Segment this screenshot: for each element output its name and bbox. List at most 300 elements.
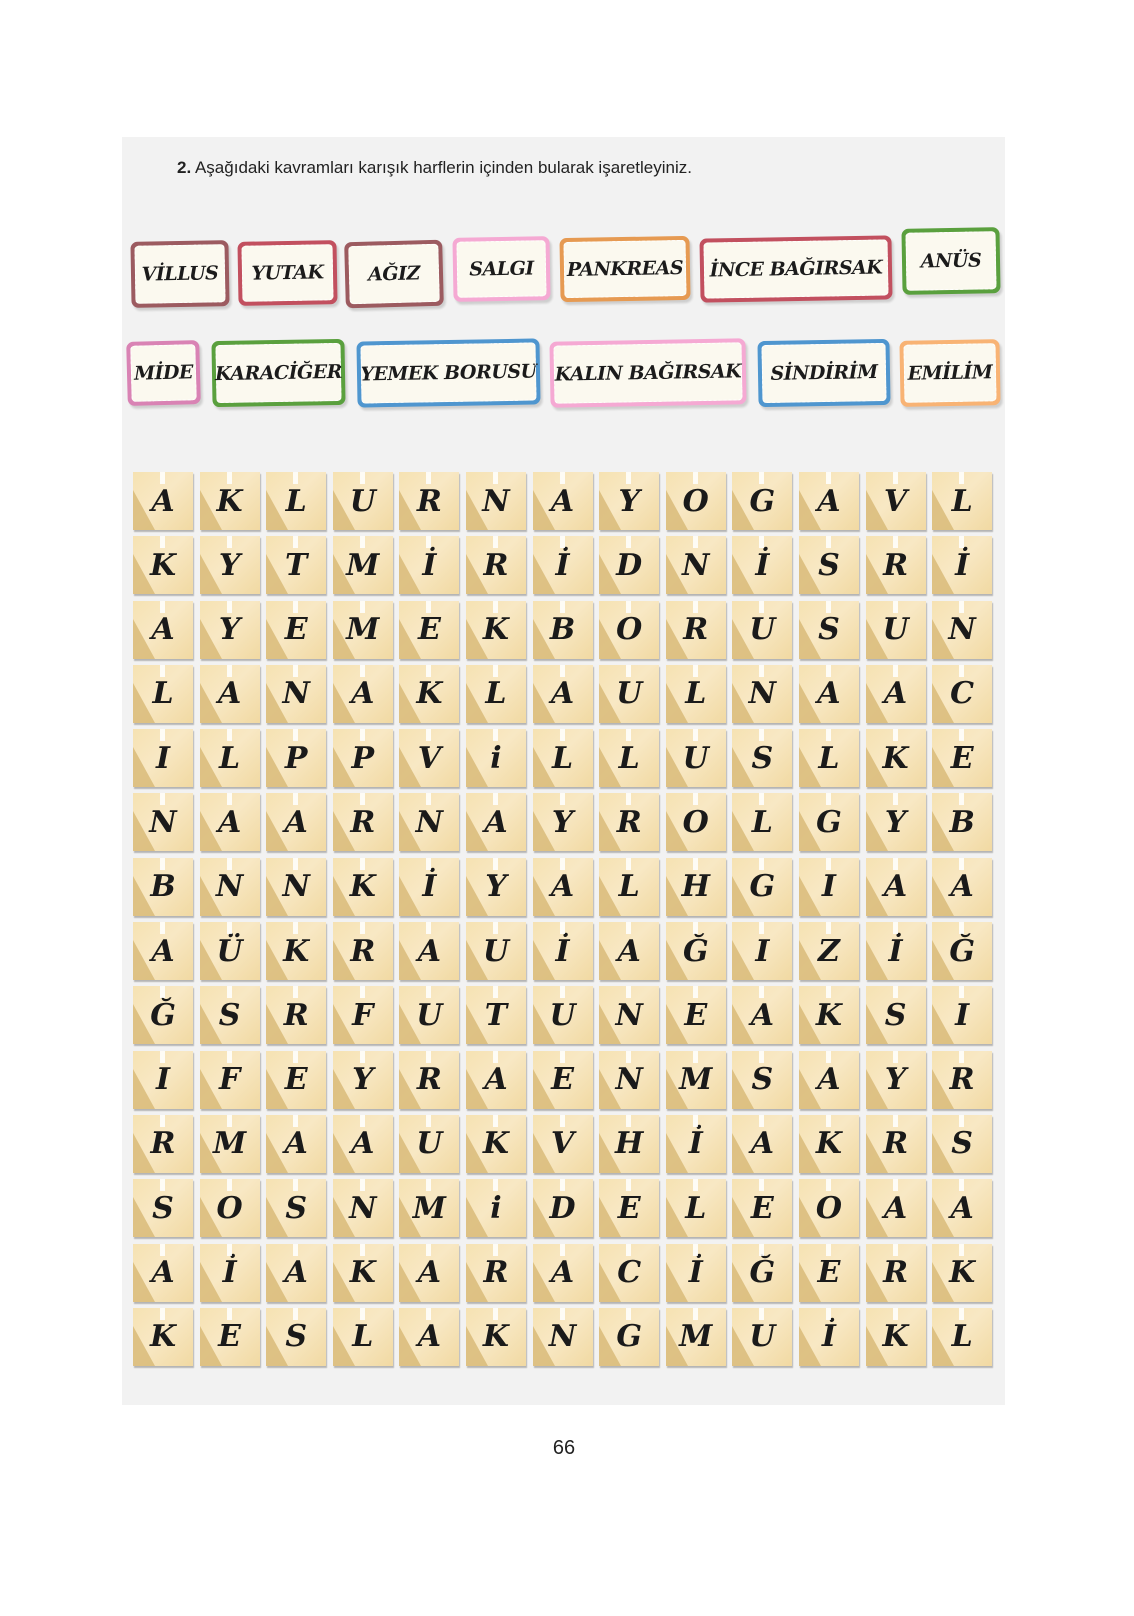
letter: R (483, 547, 509, 583)
letter: I (155, 1062, 171, 1098)
word-label: ANÜS (920, 249, 982, 273)
letter: V (550, 1126, 575, 1162)
letter-tile[interactable] (932, 665, 992, 723)
letter-tile[interactable] (533, 665, 593, 723)
letter-tile[interactable] (133, 1244, 193, 1302)
letter: N (682, 547, 710, 583)
letter-tile[interactable] (133, 1179, 193, 1237)
word-label: SİNDİRİM (770, 361, 878, 385)
letter-tile[interactable] (599, 1244, 659, 1302)
letter: L (618, 869, 640, 905)
letter-tile[interactable] (533, 601, 593, 659)
letter-tile[interactable] (799, 601, 859, 659)
word-tag (237, 240, 337, 306)
letter-tile[interactable] (533, 1051, 593, 1109)
letter: E (218, 1319, 242, 1355)
letter-tile[interactable] (133, 665, 193, 723)
letter-tile[interactable] (799, 858, 859, 916)
letter: A (351, 1126, 375, 1162)
letter-tile[interactable] (932, 793, 992, 851)
letter-tile[interactable] (866, 536, 926, 594)
letter-tile[interactable] (599, 1115, 659, 1173)
letter-tile[interactable] (932, 472, 992, 530)
letter-tile[interactable] (599, 601, 659, 659)
letter: U (682, 740, 709, 776)
word-label: KALIN BAĞIRSAK (554, 360, 742, 386)
letter: H (614, 1126, 644, 1162)
letter-tile[interactable] (799, 1179, 859, 1237)
letter-tile[interactable] (266, 858, 326, 916)
letter: A (817, 483, 841, 519)
letter-tile[interactable] (599, 665, 659, 723)
word-label: AĞIZ (367, 262, 421, 286)
letter: A (950, 1190, 974, 1226)
letter-tile[interactable] (200, 1244, 260, 1302)
letter: F (218, 1062, 241, 1098)
letter-tile[interactable] (333, 1308, 393, 1366)
letter-tile[interactable] (200, 1115, 260, 1173)
letter-tile[interactable] (266, 1115, 326, 1173)
letter: O (815, 1190, 842, 1226)
letter: S (951, 1126, 973, 1162)
letter-tile[interactable] (466, 793, 526, 851)
word-tag (130, 240, 229, 308)
letter-tile[interactable] (732, 793, 792, 851)
letter-tile[interactable] (266, 1308, 326, 1366)
letter-tile[interactable] (333, 601, 393, 659)
letter-tile[interactable] (666, 536, 726, 594)
letter-tile[interactable] (333, 665, 393, 723)
letter-tile[interactable] (866, 1244, 926, 1302)
letter-tile[interactable] (466, 986, 526, 1044)
letter-tile[interactable] (466, 536, 526, 594)
letter: S (152, 1190, 174, 1226)
letter-tile[interactable] (466, 1179, 526, 1237)
letter: E (284, 612, 308, 648)
letter: A (417, 933, 442, 969)
letter-tile[interactable] (333, 472, 393, 530)
letter: Y (618, 483, 640, 519)
letter-tile[interactable] (133, 729, 193, 787)
letter-tile[interactable] (266, 1244, 326, 1302)
word-tag-inner (704, 239, 889, 298)
letter-tile[interactable] (466, 1115, 526, 1173)
letter: A (750, 997, 774, 1033)
letter-tile[interactable] (666, 472, 726, 530)
letter-tile[interactable] (533, 1244, 593, 1302)
word-label: MİDE (133, 361, 194, 385)
letter-tile[interactable] (666, 1051, 726, 1109)
letter: M (679, 1319, 713, 1355)
letter-tile[interactable] (599, 986, 659, 1044)
letter-tile[interactable] (799, 922, 859, 980)
letter-tile[interactable] (533, 472, 593, 530)
letter-tile[interactable] (533, 986, 593, 1044)
letter: O (682, 483, 709, 519)
letter-tile[interactable] (333, 536, 393, 594)
letter-tile[interactable] (866, 665, 926, 723)
letter-tile[interactable] (799, 793, 859, 851)
letter: E (950, 740, 974, 776)
letter-tile[interactable] (732, 536, 792, 594)
letter: N (948, 612, 976, 648)
letter: S (751, 740, 774, 776)
letter: A (284, 1255, 308, 1291)
letter: Ğ (150, 997, 176, 1033)
letter-tile[interactable] (866, 1115, 926, 1173)
letter-tile[interactable] (799, 536, 859, 594)
letter-tile[interactable] (200, 1308, 260, 1366)
letter-tile[interactable] (599, 922, 659, 980)
word-label: YEMEK BORUSU (360, 360, 537, 386)
letter: L (152, 676, 174, 712)
letter: R (283, 997, 309, 1033)
letter-tile[interactable] (799, 729, 859, 787)
letter-tile[interactable] (533, 1179, 593, 1237)
letter-tile[interactable] (333, 1115, 393, 1173)
letter: K (149, 1319, 177, 1355)
letter: S (818, 547, 840, 583)
letter: S (285, 1190, 308, 1226)
letter: L (685, 676, 707, 712)
letter-tile[interactable] (466, 1244, 526, 1302)
letter: N (548, 1319, 577, 1355)
letter: C (617, 1255, 642, 1291)
letter: B (549, 612, 576, 648)
letter-tile[interactable] (266, 986, 326, 1044)
letter-tile[interactable] (200, 536, 260, 594)
letter: E (284, 1062, 308, 1098)
letter-tile[interactable] (333, 858, 393, 916)
letter: I (155, 740, 171, 776)
letter: i (490, 740, 502, 776)
letter-tile[interactable] (466, 729, 526, 787)
letter-tile[interactable] (866, 1308, 926, 1366)
letter-tile[interactable] (732, 922, 792, 980)
letter-tile[interactable] (399, 601, 459, 659)
letter-tile[interactable] (533, 858, 593, 916)
letter-tile[interactable] (466, 858, 526, 916)
letter: K (882, 740, 909, 776)
letter-tile[interactable] (866, 601, 926, 659)
letter-tile[interactable] (399, 729, 459, 787)
letter-tile[interactable] (866, 793, 926, 851)
letter-tile[interactable] (200, 858, 260, 916)
letter-tile[interactable] (399, 922, 459, 980)
letter-tile[interactable] (599, 472, 659, 530)
letter-tile[interactable] (133, 858, 193, 916)
letter: G (749, 869, 776, 905)
letter-tile[interactable] (599, 1051, 659, 1109)
letter-tile[interactable] (266, 922, 326, 980)
letter-tile[interactable] (399, 986, 459, 1044)
letter: İ (422, 547, 437, 583)
letter-tile[interactable] (133, 793, 193, 851)
letter: A (817, 1062, 841, 1098)
letter-tile[interactable] (732, 986, 792, 1044)
letter-tile[interactable] (732, 1308, 792, 1366)
letter-tile[interactable] (399, 472, 459, 530)
word-label: SALGI (469, 257, 534, 281)
letter-tile[interactable] (732, 665, 792, 723)
letter-tile[interactable] (932, 922, 992, 980)
letter-tile[interactable] (399, 1244, 459, 1302)
letter-tile[interactable] (200, 1179, 260, 1237)
letter-tile[interactable] (533, 536, 593, 594)
letter-tile[interactable] (732, 858, 792, 916)
letter: K (349, 869, 376, 905)
letter-tile[interactable] (866, 1051, 926, 1109)
letter-tile[interactable] (932, 1115, 992, 1173)
letter-tile[interactable] (866, 729, 926, 787)
letter: A (883, 869, 908, 905)
letter-tile[interactable] (266, 1179, 326, 1237)
word-tag-inner (906, 231, 997, 291)
letter: L (951, 483, 973, 519)
letter-tile[interactable] (932, 536, 992, 594)
letter: N (215, 869, 244, 905)
letter-tile[interactable] (333, 1051, 393, 1109)
letter: D (616, 547, 643, 583)
letter: İ (422, 869, 437, 905)
letter-tile[interactable] (599, 1308, 659, 1366)
letter-tile[interactable] (799, 1308, 859, 1366)
letter: U (549, 997, 576, 1033)
letter-tile[interactable] (200, 793, 260, 851)
letter-tile[interactable] (266, 601, 326, 659)
letter-tile[interactable] (732, 472, 792, 530)
letter: F (352, 997, 374, 1033)
letter-tile[interactable] (732, 1244, 792, 1302)
letter-tile[interactable] (266, 472, 326, 530)
letter-tile[interactable] (799, 472, 859, 530)
letter-tile[interactable] (133, 1051, 193, 1109)
letter-tile[interactable] (732, 1115, 792, 1173)
letter-tile[interactable] (732, 1179, 792, 1237)
letter-tile[interactable] (932, 858, 992, 916)
letter: O (682, 804, 709, 840)
letter: O (216, 1190, 243, 1226)
letter-tile[interactable] (133, 922, 193, 980)
letter-tile[interactable] (533, 729, 593, 787)
letter-tile[interactable] (533, 922, 593, 980)
letter-tile[interactable] (799, 1115, 859, 1173)
letter-tile[interactable] (333, 1179, 393, 1237)
letter: M (679, 1062, 713, 1098)
letter-tile[interactable] (666, 858, 726, 916)
letter-tile[interactable] (133, 1308, 193, 1366)
word-label: VİLLUS (141, 262, 219, 286)
letter-tile[interactable] (599, 793, 659, 851)
word-label: İNCE BAĞIRSAK (709, 256, 883, 282)
instruction-text: Aşağıdaki kavramları karışık harflerin içinden bularak işaretleyiniz. (191, 158, 692, 177)
letter-tile[interactable] (599, 536, 659, 594)
letter-tile[interactable] (200, 986, 260, 1044)
word-tag (901, 227, 1000, 295)
letter: K (216, 483, 243, 519)
letter: S (285, 1319, 308, 1355)
word-tag-inner (762, 343, 887, 403)
letter: A (151, 933, 175, 969)
letter-tile[interactable] (466, 1051, 526, 1109)
letter-tile[interactable] (333, 986, 393, 1044)
letter-tile[interactable] (666, 922, 726, 980)
letter-tile[interactable] (732, 601, 792, 659)
letter-tile[interactable] (399, 665, 459, 723)
letter-tile[interactable] (666, 1308, 726, 1366)
letter-tile[interactable] (666, 1115, 726, 1173)
letter: Y (218, 612, 241, 648)
letter-tile[interactable] (666, 665, 726, 723)
letter-tile[interactable] (533, 1115, 593, 1173)
letter-tile[interactable] (932, 601, 992, 659)
letter: A (550, 869, 575, 905)
letter-tile[interactable] (200, 601, 260, 659)
letter-tile[interactable] (799, 1051, 859, 1109)
letter: R (883, 547, 908, 583)
letter: A (484, 1062, 508, 1098)
letter-tile[interactable] (866, 922, 926, 980)
letter: K (815, 997, 842, 1033)
letter-tile[interactable] (266, 793, 326, 851)
letter: N (615, 997, 643, 1033)
letter-tile[interactable] (200, 729, 260, 787)
letter-tile[interactable] (133, 986, 193, 1044)
letter-tile[interactable] (399, 858, 459, 916)
letter-tile[interactable] (666, 1244, 726, 1302)
letter-tile[interactable] (666, 1179, 726, 1237)
letter-tile[interactable] (200, 472, 260, 530)
letter: L (285, 483, 307, 519)
letter: A (284, 804, 308, 840)
letter: C (950, 676, 975, 712)
letter: İ (955, 547, 970, 583)
letter-tile[interactable] (599, 729, 659, 787)
letter-tile[interactable] (466, 601, 526, 659)
letter: R (350, 933, 376, 969)
letter-tile[interactable] (732, 1051, 792, 1109)
letter-tile[interactable] (799, 665, 859, 723)
letter-tile[interactable] (266, 665, 326, 723)
letter-tile[interactable] (932, 1244, 992, 1302)
letter-tile[interactable] (932, 1179, 992, 1237)
letter: İ (555, 933, 570, 969)
letter: A (550, 676, 575, 712)
letter-tile[interactable] (133, 472, 193, 530)
letter: S (818, 612, 840, 648)
word-label: PANKREAS (566, 256, 684, 282)
letter: A (484, 804, 508, 840)
letter: U (749, 612, 776, 648)
letter-tile[interactable] (333, 729, 393, 787)
letter-tile[interactable] (333, 1244, 393, 1302)
letter-tile[interactable] (200, 665, 260, 723)
letter-tile[interactable] (799, 1244, 859, 1302)
letter: B (949, 804, 975, 840)
letter-tile[interactable] (666, 601, 726, 659)
letter-tile[interactable] (866, 1179, 926, 1237)
letter-tile[interactable] (333, 922, 393, 980)
letter: L (552, 740, 574, 776)
letter: A (151, 1255, 175, 1291)
letter-tile[interactable] (866, 986, 926, 1044)
letter-tile[interactable] (666, 793, 726, 851)
letter-tile[interactable] (266, 729, 326, 787)
letter-tile[interactable] (399, 536, 459, 594)
letter-tile[interactable] (866, 858, 926, 916)
letter-tile[interactable] (932, 1051, 992, 1109)
letter: U (416, 1126, 443, 1162)
letter-tile[interactable] (266, 1051, 326, 1109)
letter-tile[interactable] (399, 1051, 459, 1109)
letter-tile[interactable] (200, 1051, 260, 1109)
letter: L (352, 1319, 374, 1355)
letter: B (150, 869, 176, 905)
letter: R (683, 612, 709, 648)
letter-tile[interactable] (533, 1308, 593, 1366)
letter-tile[interactable] (466, 665, 526, 723)
letter: İ (222, 1255, 237, 1291)
letter-tile[interactable] (200, 922, 260, 980)
letter-tile[interactable] (799, 986, 859, 1044)
word-tag (126, 340, 201, 406)
letter-tile[interactable] (133, 1115, 193, 1173)
letter-tile[interactable] (932, 986, 992, 1044)
letter: N (482, 483, 510, 519)
letter-tile[interactable] (133, 536, 193, 594)
letter-tile[interactable] (399, 1308, 459, 1366)
letter-tile[interactable] (666, 729, 726, 787)
letter: K (815, 1126, 842, 1162)
letter-tile[interactable] (133, 601, 193, 659)
letter: P (351, 740, 375, 776)
letter-tile[interactable] (333, 793, 393, 851)
letter: U (349, 483, 376, 519)
letter-tile[interactable] (466, 922, 526, 980)
word-label: KARACİĞER (214, 360, 343, 386)
word-tag (344, 240, 444, 309)
letter-tile[interactable] (466, 1308, 526, 1366)
letter-tile[interactable] (599, 1179, 659, 1237)
letter: i (490, 1190, 502, 1226)
word-tag (452, 236, 550, 302)
letter: A (217, 804, 242, 840)
letter: A (950, 869, 974, 905)
letter-tile[interactable] (399, 793, 459, 851)
letter-tile[interactable] (399, 1179, 459, 1237)
letter-tile[interactable] (732, 729, 792, 787)
letter: T (484, 997, 508, 1033)
letter-tile[interactable] (266, 536, 326, 594)
letter: A (284, 1126, 308, 1162)
letter-tile[interactable] (466, 472, 526, 530)
letter-tile[interactable] (533, 793, 593, 851)
letter-tile[interactable] (932, 729, 992, 787)
letter: K (482, 1319, 509, 1355)
letter-tile[interactable] (666, 986, 726, 1044)
letter-tile[interactable] (932, 1308, 992, 1366)
letter: R (350, 804, 376, 840)
letter: Y (485, 869, 507, 905)
letter: K (482, 612, 509, 648)
letter-tile[interactable] (866, 472, 926, 530)
letter-tile[interactable] (599, 858, 659, 916)
letter: M (212, 1126, 247, 1162)
letter-tile[interactable] (399, 1115, 459, 1173)
letter: L (951, 1319, 973, 1355)
letter: A (217, 676, 242, 712)
letter: K (882, 1319, 909, 1355)
